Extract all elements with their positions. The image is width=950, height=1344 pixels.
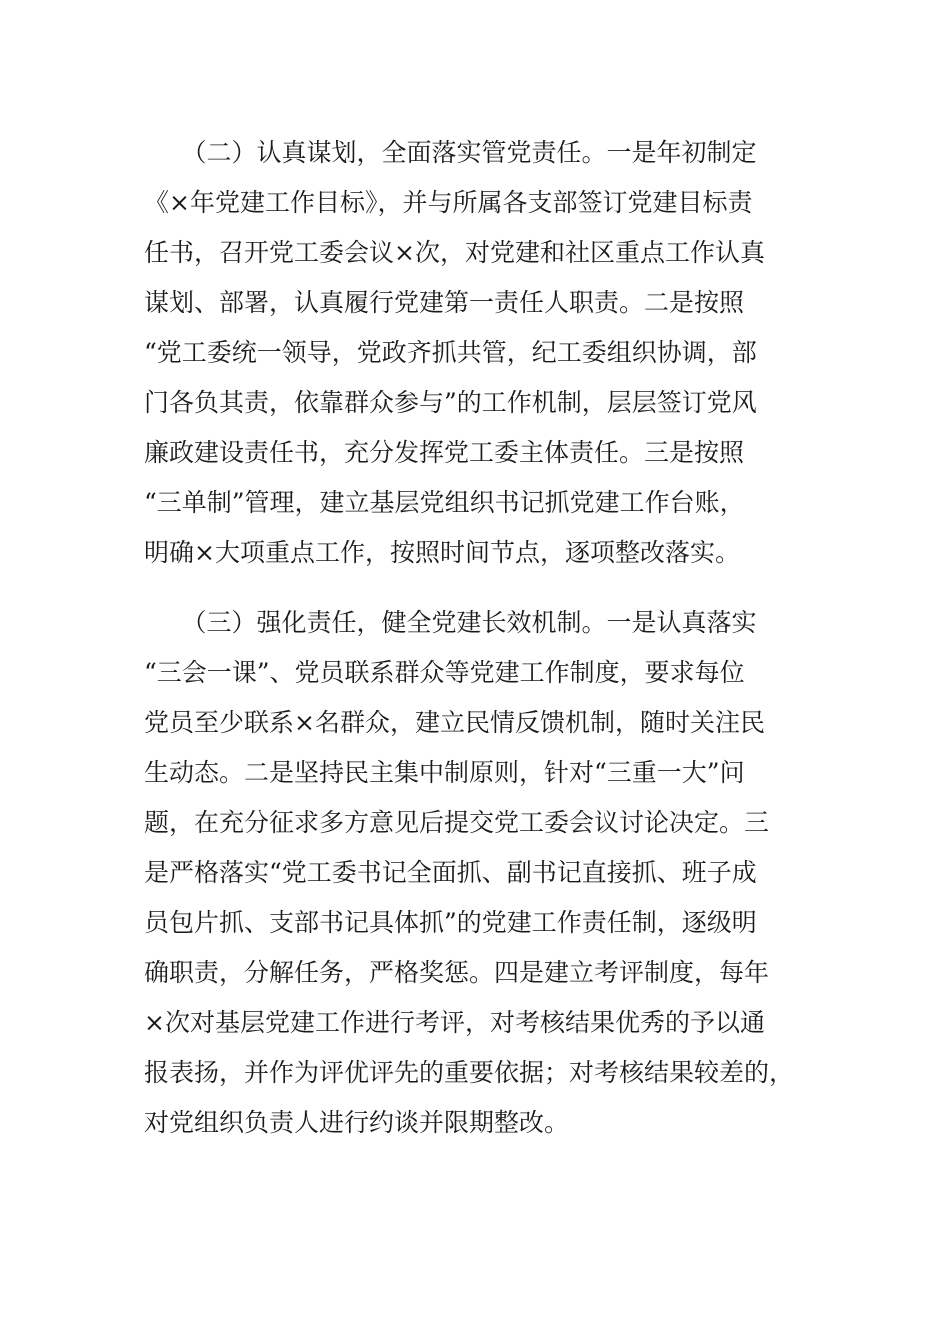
paragraph-line: 生动态。二是坚持民主集中制原则，针对“三重一大”问 — [144, 758, 745, 787]
paragraph-line: 员包片抓、支部书记具体抓”的党建工作责任制，逐级明 — [144, 908, 757, 937]
paragraph-line: “党工委统一领导，党政齐抓共管，纪工委组织协调，部 — [144, 338, 757, 367]
paragraph-line: 题，在充分征求多方意见后提交党工委会议讨论决定。三 — [144, 808, 770, 837]
paragraph-line: “三会一课”、党员联系群众等党建工作制度，要求每位 — [144, 658, 745, 687]
paragraph-line: ×次对基层党建工作进行考评，对考核结果优秀的予以通 — [144, 1008, 765, 1037]
paragraph-line: 任书，召开党工委会议×次，对党建和社区重点工作认真 — [144, 238, 765, 267]
paragraph-line: （三）强化责任，健全党建长效机制。一是认真落实 — [144, 608, 757, 637]
paragraph-line: 对党组织负责人进行约谈并限期整改。 — [144, 1108, 570, 1137]
paragraph-line: （二）认真谋划，全面落实管党责任。一是年初制定 — [144, 138, 757, 167]
paragraph-line: 确职责，分解任务，严格奖惩。四是建立考评制度，每年 — [144, 958, 770, 987]
paragraph-line: 党员至少联系×名群众，建立民情反馈机制，随时关注民 — [144, 708, 765, 737]
paragraph-line: 报表扬，并作为评优评先的重要依据；对考核结果较差的， — [144, 1058, 795, 1087]
paragraph-line: 谋划、部署，认真履行党建第一责任人职责。二是按照 — [144, 288, 745, 317]
paragraph-line: 明确×大项重点工作，按照时间节点，逐项整改落实。 — [144, 538, 740, 567]
paragraph-3-long-term-mechanism — [144, 598, 814, 1148]
paragraph-line: “三单制”管理，建立基层党组织书记抓党建工作台账， — [144, 488, 745, 517]
paragraph-2-party-responsibility — [144, 128, 814, 578]
paragraph-line: 《×年党建工作目标》，并与所属各支部签订党建目标责 — [144, 188, 753, 217]
paragraph-line: 廉政建设责任书，充分发挥党工委主体责任。三是按照 — [144, 438, 745, 467]
paragraph-line: 是严格落实“党工委书记全面抓、副书记直接抓、班子成 — [144, 858, 757, 887]
paragraph-line: 门各负其责，依靠群众参与”的工作机制，层层签订党风 — [144, 388, 757, 417]
